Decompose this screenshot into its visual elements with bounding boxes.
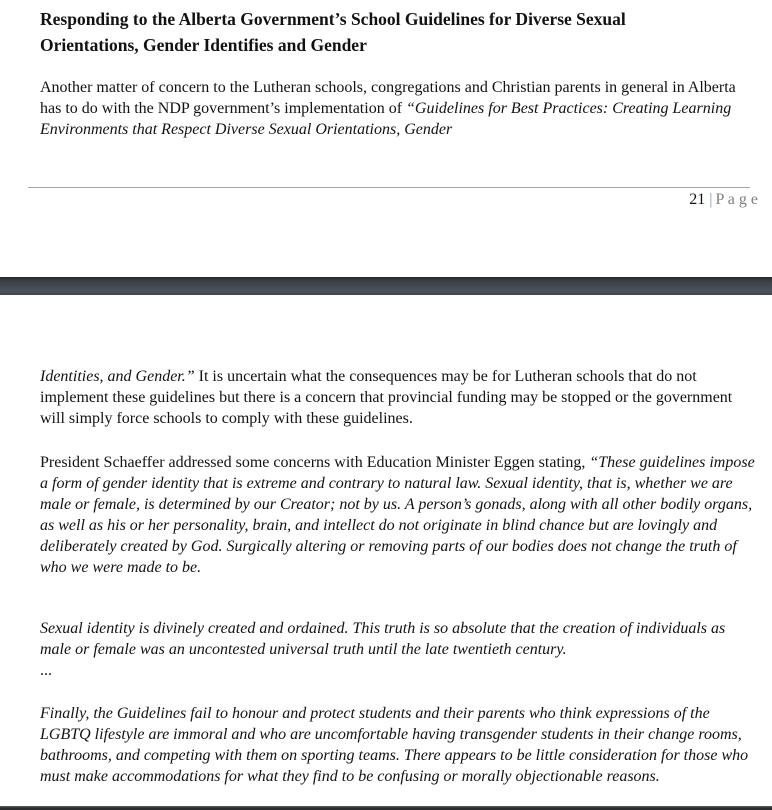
text-run-italic: “These guidelines impose a form of gender identity that is extreme and contrary to natural law. Sexual identity, that is, whether we are male or female, is determined by our Creator; not by us. A person’s gonads, along with all other bodily organs, as well as his or her personality, brain, and intellect do not originate in blind chance but are lovingly and deliberately created by God. Surgically altering or removing parts of our bodies does not change the truth of who we were made to be. (40, 454, 755, 576)
text-run-italic: Identities, and Gender.” (40, 368, 199, 385)
text-run-normal: President Schaeffer addressed some concerns with Education Minister Eggen stating, (40, 454, 590, 471)
footer-pipe-separator: | (709, 191, 713, 208)
text-run-normal: Another matter of concern to the Lutheran schools, congregations and Christian parents in general in Alberta has to do with the NDP government’s implementation of (40, 79, 736, 117)
body-paragraph (40, 452, 755, 578)
section-heading: Responding to the Alberta Government’s School Guidelines for Diverse Sexual Orientations, Gender Identifies and Gender (40, 9, 626, 55)
text-run-normal: It is uncertain what the consequences may be for Lutheran schools that do not implement these guidelines but there is a concern that provincial funding may be stopped or the government will simply force schools to comply with these guidelines. (40, 368, 733, 427)
text-run-italic: Finally, the Guidelines fail to honour and protect students and their parents who think expressions of the LGBTQ lifestyle are immoral and who are uncomfortable having transgender students in their change rooms, bathrooms, and competing with them on sporting teams. There appears to be little consideration for those who must make accommodations for what they find to be confusing or morally objectionable reasons. (40, 705, 749, 785)
page-number-footer (689, 190, 758, 210)
text-run-italic: “Guidelines for Best Practices: Creating Learning Environments that Respect Diverse Sexual Orientations, Gender (40, 100, 732, 138)
text-run-italic: Sexual identity is divinely created and ordained. This truth is so absolute that the creation of individuals as male or female was an uncontested universal truth until the late twentieth century. (40, 620, 726, 658)
body-paragraph (40, 77, 755, 140)
body-paragraph (40, 618, 755, 681)
page-separator (0, 277, 772, 295)
page-separator-bottom (0, 806, 772, 810)
footer-page-word: P a g e (715, 191, 758, 208)
page-number: 21 (689, 191, 706, 208)
footer-divider (28, 187, 750, 188)
ellipsis-line: ... (40, 662, 52, 679)
body-paragraph (40, 703, 755, 787)
body-paragraph (40, 366, 755, 429)
